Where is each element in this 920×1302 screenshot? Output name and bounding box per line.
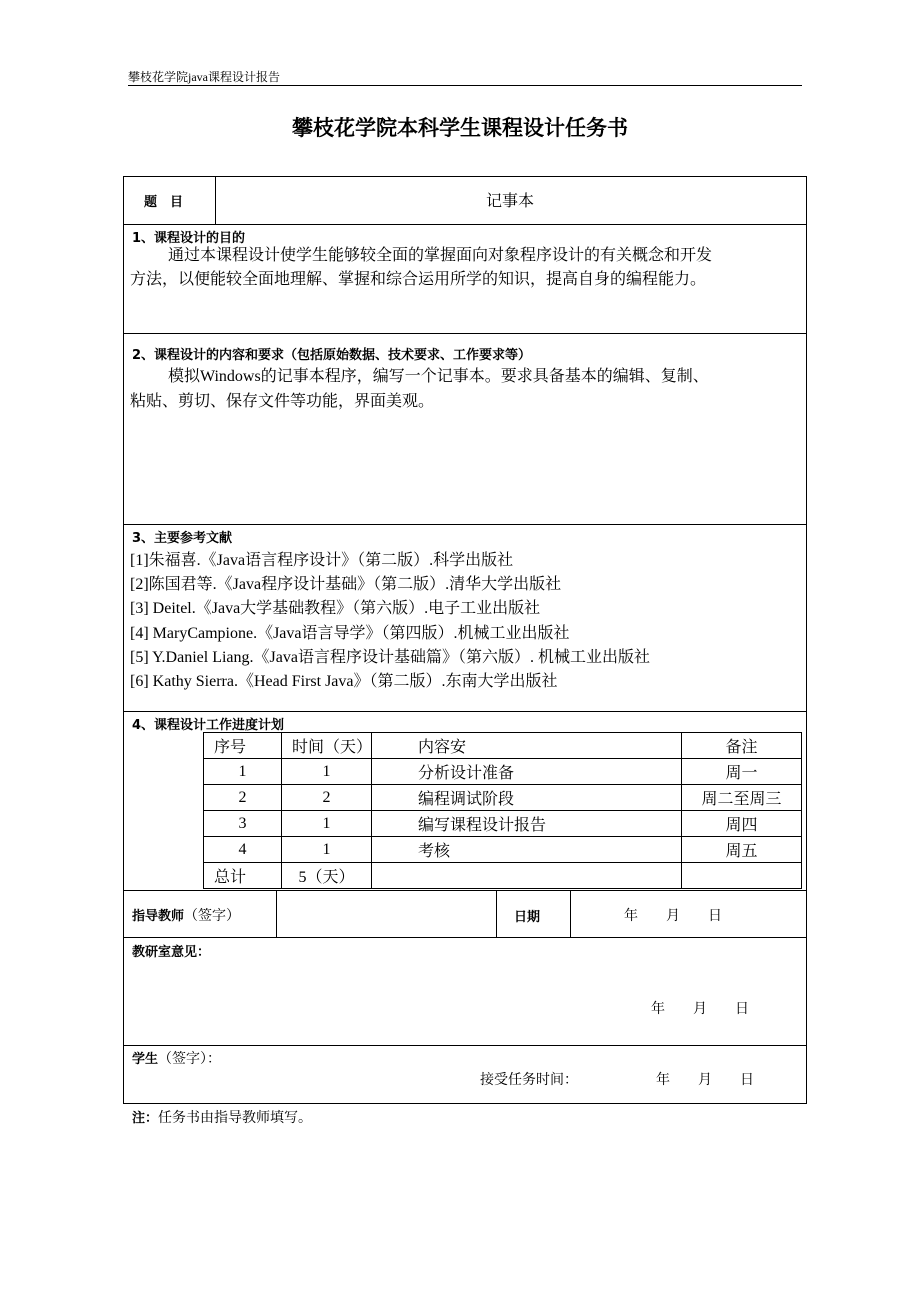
running-header: 攀枝花学院java课程设计报告 — [128, 70, 280, 84]
row-content: 编写课程设计报告 — [372, 811, 682, 837]
table-row — [204, 785, 802, 811]
row-index: 4 — [204, 837, 282, 863]
teacher-divider — [570, 890, 571, 937]
schedule-header-row — [204, 733, 802, 759]
row-divider — [123, 890, 807, 891]
row-index: 3 — [204, 811, 282, 837]
student-label-group — [132, 1048, 221, 1068]
schedule-table — [203, 732, 802, 889]
row-note: 周二至周三 — [682, 785, 802, 811]
row-index: 1 — [204, 759, 282, 785]
row-days: 2 — [282, 785, 372, 811]
row-days: 1 — [282, 837, 372, 863]
footnote-label: 注： — [132, 1111, 159, 1126]
total-row — [204, 863, 802, 889]
teacher-sign: （签字） — [184, 909, 241, 924]
col-header-days: 时间（天） — [282, 733, 372, 759]
reference-item: [4] MaryCampione.《Java语言导学》（第四版）.机械工业出版社 — [130, 625, 570, 642]
row-note: 周四 — [682, 811, 802, 837]
footnote — [132, 1107, 312, 1127]
section2-line1: 模拟Windows的记事本程序，编写一个记事本。要求具备基本的编辑、复制、 — [168, 368, 709, 385]
reference-item: [2]陈国君等.《Java程序设计基础》（第二版）.清华大学出版社 — [130, 576, 562, 593]
row-divider — [123, 524, 807, 525]
section1-line2: 方法，以便能较全面地理解、掌握和综合运用所学的知识，提高自身的编程能力。 — [130, 271, 707, 288]
topic-label: 题 目 — [144, 195, 184, 210]
accept-time-label: 接受任务时间： — [480, 1073, 578, 1088]
row-divider — [123, 711, 807, 712]
total-note-empty — [682, 863, 802, 889]
row-content: 考核 — [372, 837, 682, 863]
row-note: 周五 — [682, 837, 802, 863]
section1-heading: 1、课程设计的目的 — [132, 231, 246, 246]
section2-line2: 粘贴、剪切、保存文件等功能，界面美观。 — [130, 393, 435, 410]
date-label: 日期 — [514, 910, 541, 925]
reference-item: [3] Deitel.《Java大学基础教程》（第六版）.电子工业出版社 — [130, 600, 541, 617]
col-header-index: 序号 — [204, 733, 282, 759]
table-row — [204, 837, 802, 863]
student-sign: （签字）： — [158, 1052, 222, 1067]
teacher-divider — [496, 890, 497, 937]
total-content-empty — [372, 863, 682, 889]
topic-value: 记事本 — [486, 193, 535, 210]
col-header-content: 内容安 — [372, 733, 682, 759]
footnote-text: 任务书由指导教师填写。 — [158, 1111, 313, 1126]
row-content: 分析设计准备 — [372, 759, 682, 785]
section1-line1: 通过本课程设计使学生能够较全面的掌握面向对象程序设计的有关概念和开发 — [168, 247, 713, 264]
teacher-divider — [276, 890, 277, 937]
table-row — [204, 811, 802, 837]
section3-heading: 3、主要参考文献 — [132, 531, 233, 546]
total-label: 总计 — [204, 863, 282, 889]
office-date: 年 月 日 — [651, 1002, 749, 1017]
accept-date: 年 月 日 — [656, 1073, 754, 1088]
row-divider — [123, 333, 807, 334]
row-days: 1 — [282, 811, 372, 837]
header-rule — [128, 85, 802, 86]
row-days: 1 — [282, 759, 372, 785]
total-value: 5（天） — [282, 863, 372, 889]
row-note: 周一 — [682, 759, 802, 785]
section4-heading: 4、课程设计工作进度计划 — [132, 718, 285, 733]
topic-divider — [215, 176, 216, 224]
row-divider — [123, 937, 807, 938]
row-content: 编程调试阶段 — [372, 785, 682, 811]
reference-item: [5] Y.Daniel Liang.《Java语言程序设计基础篇》（第六版）. 机械工业出版社 — [130, 649, 650, 666]
table-row — [204, 759, 802, 785]
teacher-date: 年 月 日 — [624, 909, 722, 924]
student-label: 学生 — [132, 1052, 159, 1067]
row-divider — [123, 224, 807, 225]
page-title: 攀枝花学院本科学生课程设计任务书 — [292, 116, 628, 140]
teacher-label: 指导教师 — [132, 909, 185, 924]
reference-item: [1]朱福喜.《Java语言程序设计》（第二版）.科学出版社 — [130, 552, 514, 569]
reference-item: [6] Kathy Sierra.《Head First Java》（第二版）.东南大学出版社 — [130, 673, 558, 690]
row-index: 2 — [204, 785, 282, 811]
section2-heading: 2、课程设计的内容和要求（包括原始数据、技术要求、工作要求等） — [132, 348, 532, 363]
office-opinion-label: 教研室意见： — [132, 945, 211, 960]
row-divider — [123, 1045, 807, 1046]
teacher-label-group — [132, 905, 240, 925]
col-header-notes: 备注 — [682, 733, 802, 759]
